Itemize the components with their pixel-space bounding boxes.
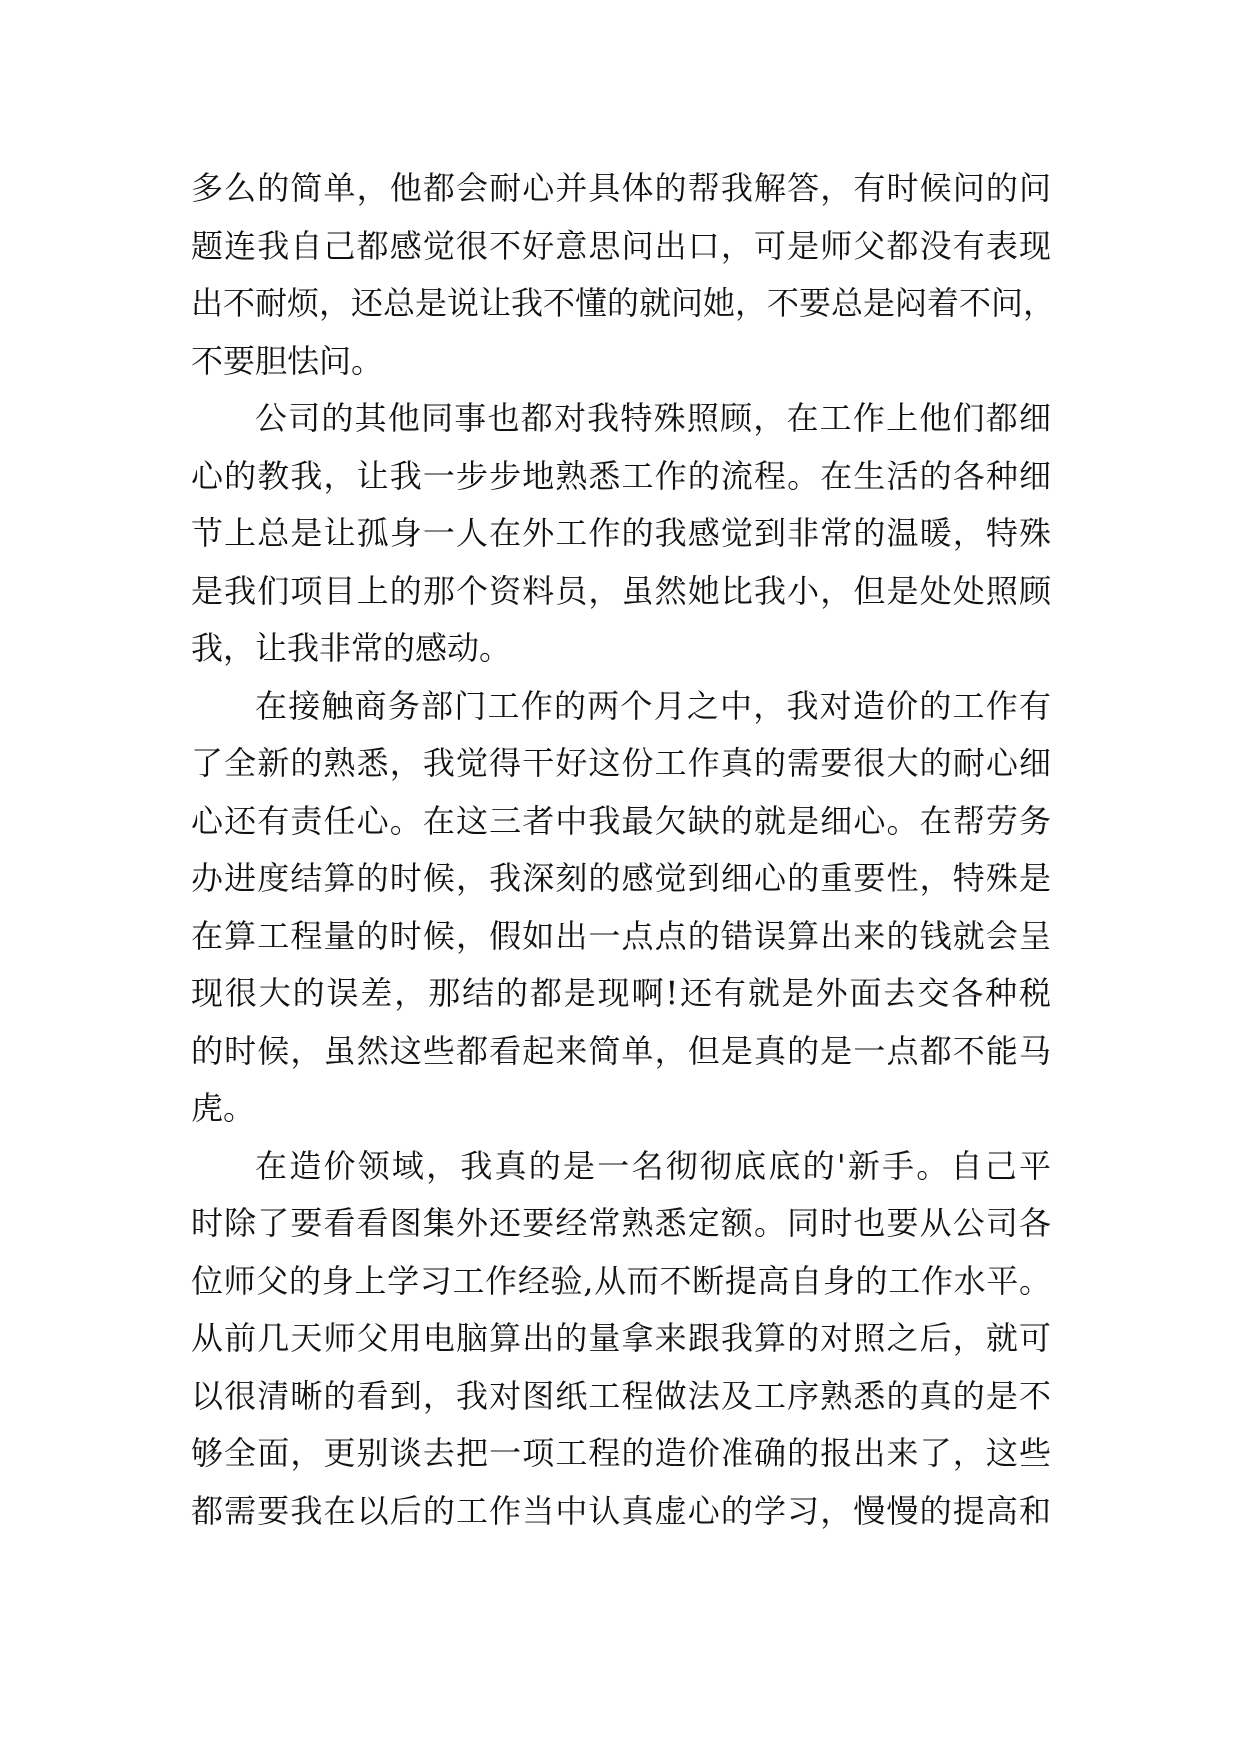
text-line: 在算工程量的时候，假如出一点点的错误算出来的钱就会呈 [191,916,1051,955]
text-line: 多么的简单，他都会耐心并具体的帮我解答，有时候问的问 [191,169,1051,207]
text-line: 位师父的身上学习工作经验,从而不断提高自身的工作水平。 [191,1261,1051,1300]
paragraph-first-line: 在造价领域，我真的是一名彻彻底底的'新手。自己平 [255,1146,1051,1185]
text-line: 是我们项目上的那个资料员，虽然她比我小，但是处处照顾 [191,571,1051,610]
text-line: 我，让我非常的感动。 [191,629,512,667]
text-line: 从前几天师父用电脑算出的量拿来跟我算的对照之后，就可 [191,1319,1051,1357]
text-line: 以很清晰的看到，我对图纸工程做法及工序熟悉的真的是不 [191,1376,1051,1415]
text-line: 不要胆怯问。 [191,341,384,380]
document-body [191,160,1056,1540]
text-line: 心的教我，让我一步步地熟悉工作的流程。在生活的各种细 [191,456,1051,495]
text-line: 办进度结算的时候，我深刻的感觉到细心的重要性，特殊是 [191,859,1051,897]
text-line: 够全面，更别谈去把一项工程的造价准确的报出来了，这些 [191,1434,1051,1472]
text-line: 心还有责任心。在这三者中我最欠缺的就是细心。在帮劳务 [191,801,1051,840]
paragraph-first-line: 公司的其他同事也都对我特殊照顾，在工作上他们都细 [255,399,1051,437]
text-line: 都需要我在以后的工作当中认真虚心的学习，慢慢的提高和 [191,1491,1051,1530]
text-line: 出不耐烦，还总是说让我不懂的就问她，不要总是闷着不问， [191,284,1056,322]
text-line: 了全新的熟悉，我觉得干好这份工作真的需要很大的耐心细 [191,744,1051,782]
text-line: 时除了要看看图集外还要经常熟悉定额。同时也要从公司各 [191,1204,1051,1242]
text-line: 题连我自己都感觉很不好意思问出口，可是师父都没有表现 [191,226,1051,265]
paragraph-first-line: 在接触商务部门工作的两个月之中，我对造价的工作有 [255,686,1051,725]
text-line: 虎。 [191,1089,256,1127]
text-line: 现很大的误差，那结的都是现啊!还有就是外面去交各种税 [191,974,1051,1012]
text-line: 的时候，虽然这些都看起来简单，但是真的是一点都不能马 [191,1031,1051,1070]
text-line: 节上总是让孤身一人在外工作的我感觉到非常的温暖，特殊 [191,514,1051,552]
